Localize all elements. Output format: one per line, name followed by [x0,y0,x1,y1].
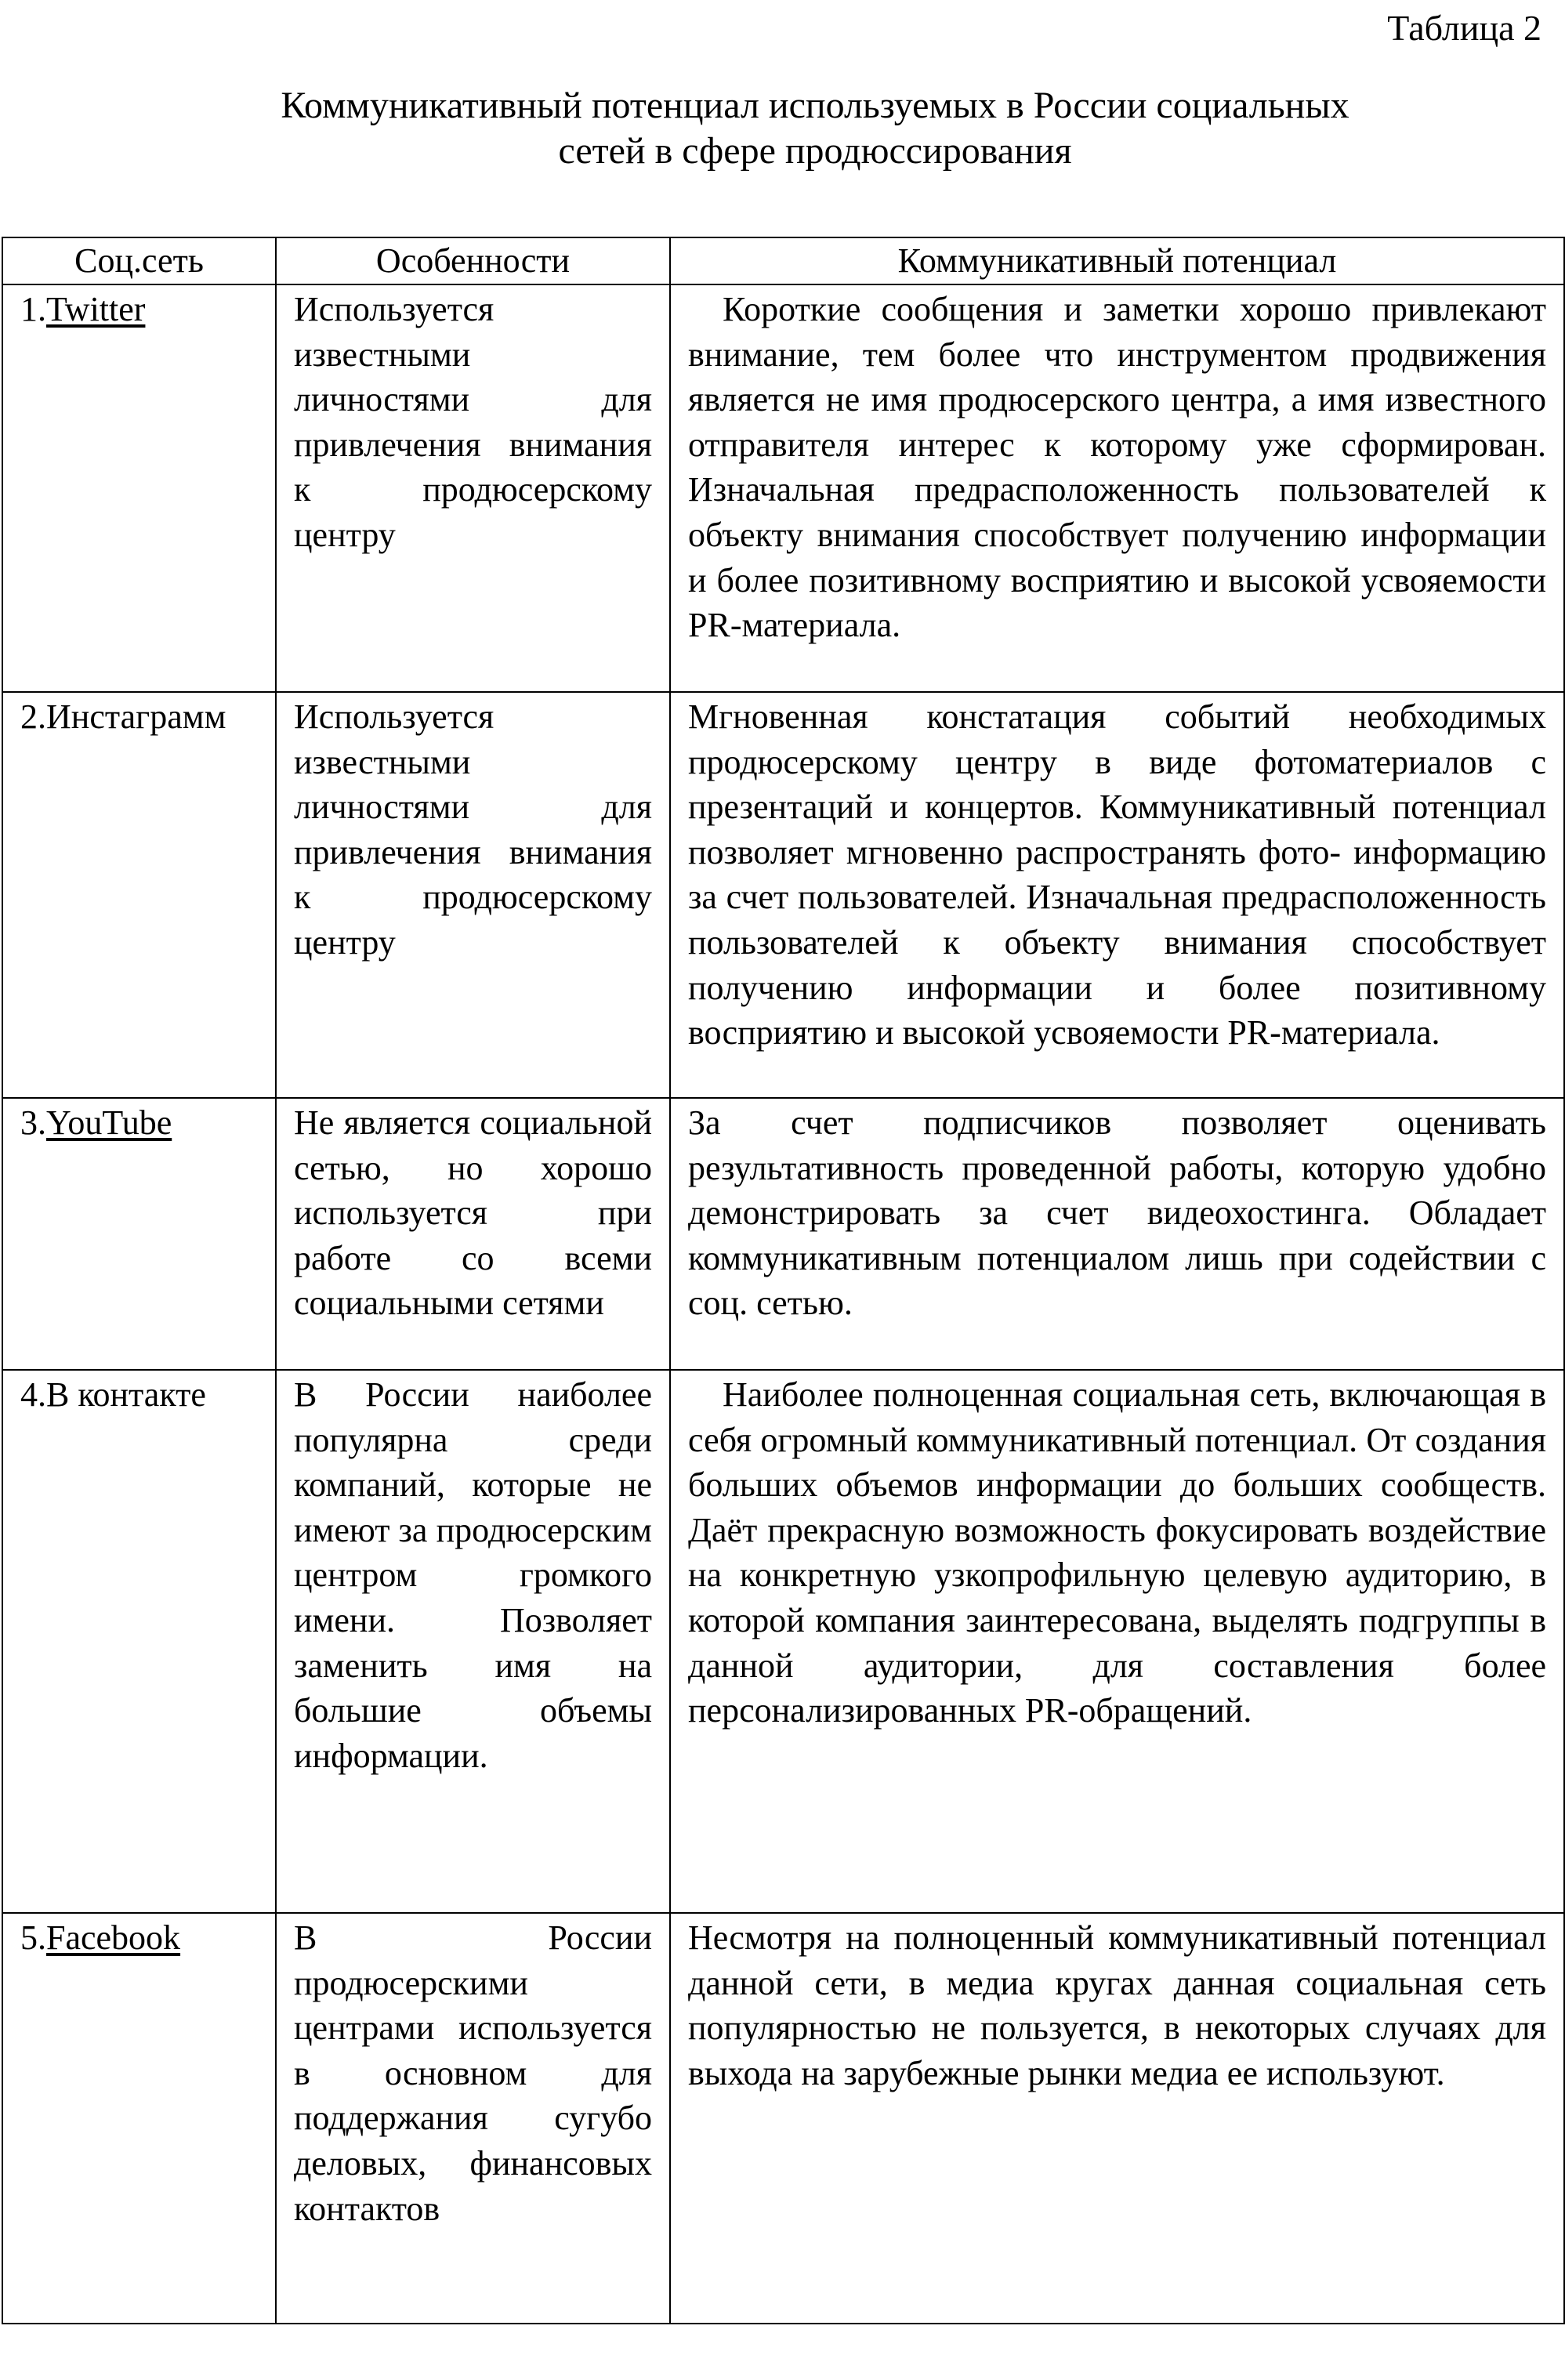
row-number: 1. [20,290,46,328]
network-cell [2,692,276,1098]
potential-cell: Несмотря на полноценный коммуникативный потенциал данной сети, в медиа кругах данная социальная сеть популярностью не пользуется, в некоторых случаях для выхода на зарубежные рынки медиа ее используют. [670,1913,1564,2324]
network-name: В контакте [46,1375,206,1414]
table-title [141,83,1489,174]
potential-cell: Мгновенная констатация событий необходимых продюсерскому центру в виде фотоматериалов с презентаций и концертов. Коммуникативный потенциал позволяет мгновенно распространять фото- информацию за счет пользователей. Изначальная предрасположенность пользователей к объекту внимания способствует получению информации и более позитивному восприятию и высокой усвояемости PR-материала. [670,692,1564,1098]
table-row [2,1913,1564,2324]
features-cell: Используется известными личностями для привлечения внимания к продюсерскому центру [276,692,670,1098]
header-features: Особенности [276,237,670,284]
row-number: 5. [20,1918,46,1957]
network-name: YouTube [46,1103,172,1142]
social-networks-table [2,237,1565,2324]
network-cell [2,1098,276,1370]
network-name: Facebook [46,1918,181,1957]
header-row [2,237,1564,284]
features-cell: Используется известными личностями для привлечения внимания к продюсерскому центру [276,284,670,692]
row-number: 2. [20,697,46,736]
title-line-1: Коммуникативный потенциал используемых в России социальных [281,85,1349,126]
features-cell: В России продюсерскими центрами используется в основном для поддержания сугубо деловых, финансовых контактов [276,1913,670,2324]
network-cell [2,1913,276,2324]
network-cell [2,1370,276,1913]
header-network: Соц.сеть [2,237,276,284]
row-number: 3. [20,1103,46,1142]
potential-cell: Короткие сообщения и заметки хорошо привлекают внимание, тем более что инструментом продвижения является не имя продюсерского центра, а имя известного отправителя интерес к которому уже сформирован. Изначальная предрасположенность пользователей к объекту внимания способствует получению информации и более позитивному восприятию и высокой усвояемости PR-материала. [670,284,1564,692]
table-row [2,284,1564,692]
network-cell [2,284,276,692]
row-number: 4. [20,1375,46,1414]
table-label: Таблица 2 [1387,8,1541,48]
title-line-2: сетей в сфере продюссирования [558,130,1072,172]
table-row [2,1098,1564,1370]
features-cell: Не является социальной сетью, но хорошо используется при работе со всеми социальными сетями [276,1098,670,1370]
header-potential: Коммуникативный потенциал [670,237,1564,284]
features-cell: В России наиболее популярна среди компаний, которые не имеют за продюсерским центром громкого имени. Позволяет заменить имя на большие объемы информации. [276,1370,670,1913]
table-row [2,692,1564,1098]
network-name: Twitter [46,290,146,328]
network-name: Инстаграмм [46,697,226,736]
potential-cell: За счет подписчиков позволяет оценивать результативность проведенной работы, которую удобно демонстрировать за счет видеохостинга. Обладает коммуникативным потенциалом лишь при содействии с соц. сетью. [670,1098,1564,1370]
potential-cell: Наиболее полноценная социальная сеть, включающая в себя огромный коммуникативный потенциал. От создания больших объемов информации до больших сообществ. Даёт прекрасную возможность фокусировать воздействие на конкретную узкопрофильную целевую аудиторию, в которой компания заинтересована, выделять подгруппы в данной аудитории, для составления более персонализированных PR-обращений. [670,1370,1564,1913]
table-row [2,1370,1564,1913]
